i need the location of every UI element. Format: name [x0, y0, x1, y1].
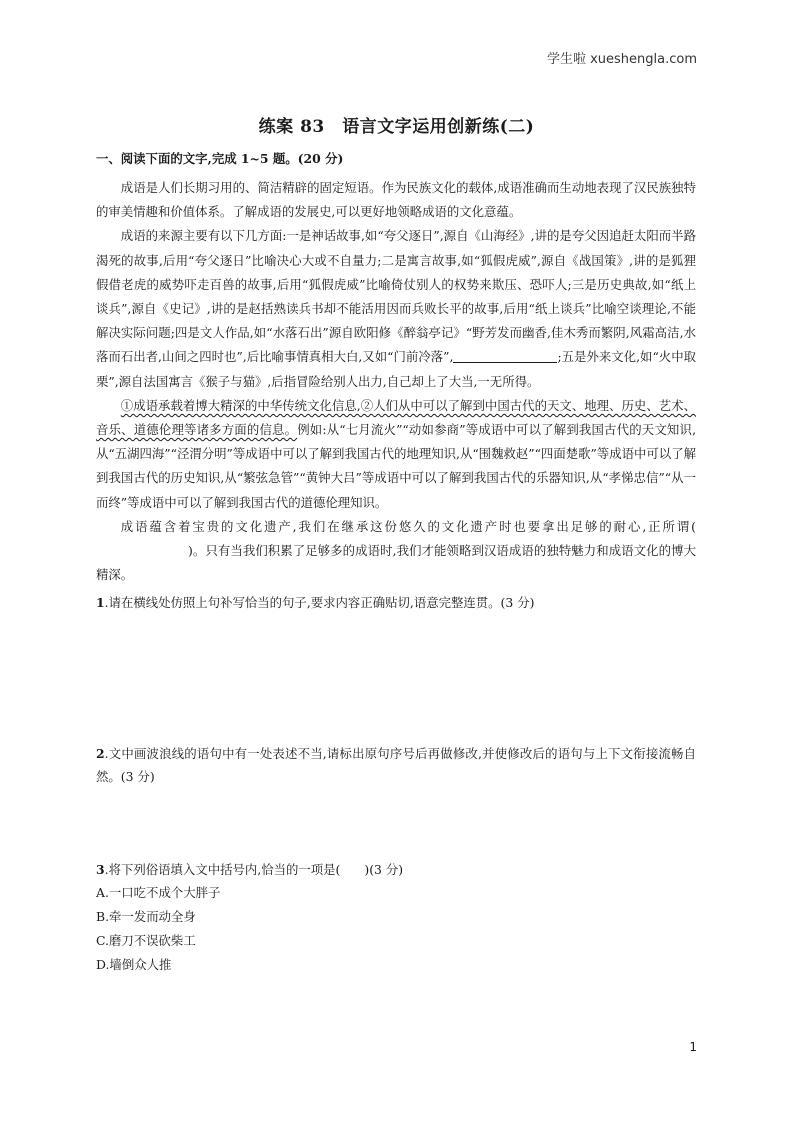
section-heading: 一、阅读下面的文字,完成 1~5 题。(20 分)	[96, 151, 344, 166]
question-2	[96, 742, 696, 788]
paragraph-2	[96, 224, 696, 393]
answer-space-1[interactable]	[96, 614, 696, 742]
question-1-text: .请在横线处仿照上句补写恰当的句子,要求内容正确贴切,语意完整连贯。(3 分)	[104, 595, 535, 611]
page-number: 1	[689, 1040, 697, 1054]
paragraph-1: 成语是人们长期习用的、简洁精辟的固定短语。作为民族文化的载体,成语准确而生动地表现了汉民族独特的审美情趣和价值体系。了解成语的发展史,可以更好地领略成语的文化意蕴。	[96, 180, 696, 220]
question-2-number: 2	[96, 746, 105, 762]
paragraph-2-part-1: 成语的来源主要有以下几方面:一是神话故事,如“夸父逐日”,源自《山海经》,讲的是夸父因追赶太阳而半路渴死的故事,后用“夸父逐日”比喻决心大或不自量力;二是寓言故事,如“狐假虎威”,源自《战国策》,讲的是狐狸假借老虎的威势吓走百兽的故事,后用“狐假虎威”比喻倚仗别人的权势来欺压、恐吓人;三是历史典故,如“纸上谈兵”,源自《史记》,讲的是赵括熟读兵书却不能活用因而兵败长平的故事,后用“纸上谈兵”比喻空谈理论,不能解决实际问题;四是文人作品,如“水落石出”源自欧阳修《醉翁亭记》“野芳发而幽香,佳木秀而繁阴,风霜高洁,水落而石出者,山间之四时也”,后比喻事情真相大白,又如“门前冷落”,	[96, 228, 696, 365]
question-3	[96, 858, 696, 881]
question-3-number: 3	[96, 862, 105, 878]
answer-space-2[interactable]	[96, 788, 696, 858]
question-3-text-start: .将下列俗语填入文中括号内,恰当的一项是(	[104, 862, 341, 878]
question-1	[96, 591, 696, 614]
page-title: 练案 83 语言文字运用创新练(二)	[258, 117, 535, 137]
option-d[interactable]: D.墙倒众人推	[96, 957, 172, 973]
option-c[interactable]: C.磨刀不误砍柴工	[96, 933, 196, 949]
wavy-underlined-sentence: ①成语承载着博大精深的中华传统文化信息,②人们从中可以了解到中国古代的天文、地理、历史、艺术、音乐、道德伦理等诸多方面的信息。	[96, 397, 696, 438]
option-a[interactable]: A.一口吃不成个大胖子	[96, 885, 221, 901]
paragraph-3	[96, 394, 696, 515]
paragraph-2-part-2: ;五是外来文化,如“火中取栗”,源自法国寓言《猴子与猫》,后指冒险给别人出力,自己却上了大当,一无所得。	[96, 349, 696, 389]
paragraph-4-part-1: 成语蕴含着宝贵的文化遗产,我们在继承这份悠久的文化遗产时也要拿出足够的耐心,正所谓(	[120, 518, 696, 534]
question-2-text: .文中画波浪线的语句中有一处表述不当,请标出原句序号后再做修改,并使修改后的语句与上下文衔接流畅自然。(3 分)	[96, 746, 696, 785]
document-body	[96, 148, 696, 977]
fill-in-blank-line[interactable]	[453, 348, 557, 363]
option-b[interactable]: B.牵一发而动全身	[96, 909, 196, 925]
question-3-text-end: )(3 分)	[364, 862, 404, 878]
paragraph-4-part-2: )。只有当我们积累了足够多的成语时,我们才能领略到汉语成语的独特魅力和成语文化的博大精深。	[96, 543, 696, 583]
site-watermark: 学生啦 xueshengla.com	[546, 52, 697, 67]
paragraph-3-rest: 例如:从“七月流火”“动如参商”等成语中可以了解到我国古代的天文知识,从“五湖四海”“泾渭分明”等成语中可以了解到我国古代的地理知识,从“围魏救赵”“四面楚歌”等成语中可以了解到我国古代的历史知识,从“繁弦急管”“黄钟大吕”等成语中可以了解到我国古代的乐器知识,从“孝悌忠信”“从一而终”等成语中可以了解到我国古代的道德伦理知识。	[96, 422, 697, 510]
paragraph-4	[96, 515, 696, 588]
question-1-number: 1	[96, 595, 105, 611]
